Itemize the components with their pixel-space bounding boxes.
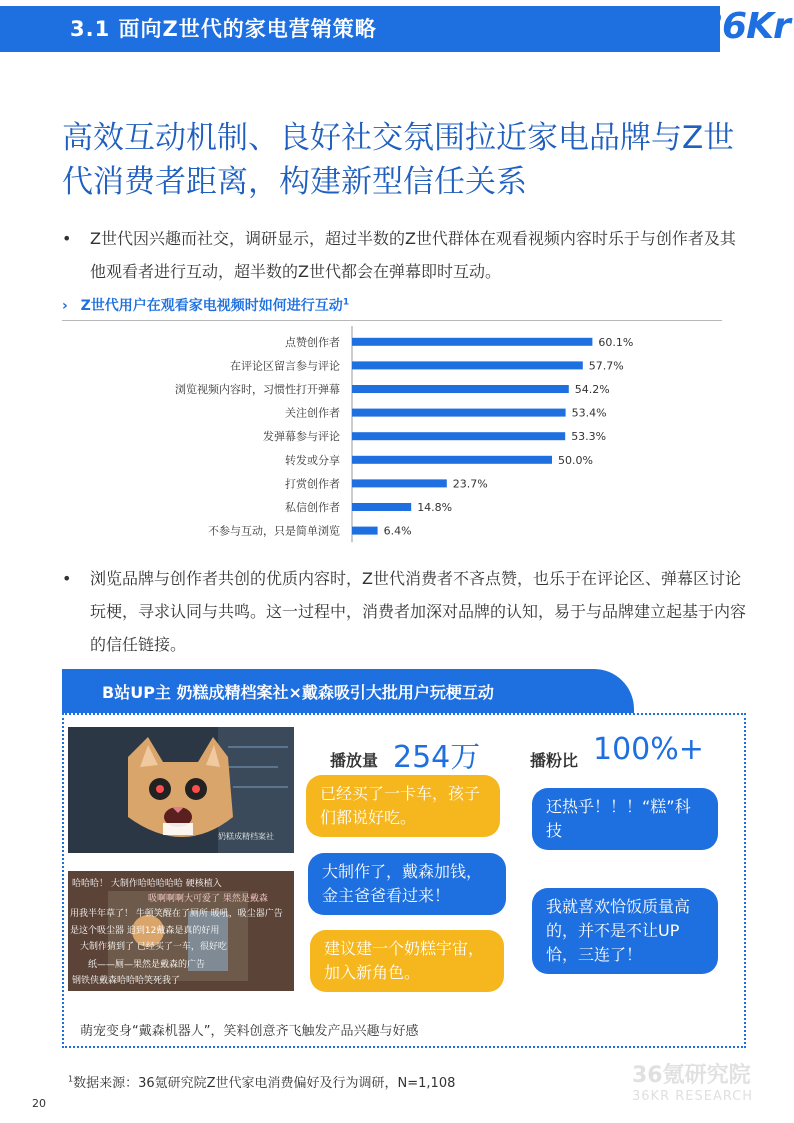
bar bbox=[352, 503, 411, 511]
danmu-line: 大制作猜到了 已经买了一车，很好吃 bbox=[80, 942, 227, 952]
comment-bubble: 还热乎！！！“糕”科技 bbox=[532, 788, 718, 850]
view-follower-ratio-value: 100%+ bbox=[593, 732, 704, 767]
category-label: 关注创作者 bbox=[285, 406, 340, 420]
watermark-en: 36KR RESEARCH bbox=[632, 1089, 754, 1104]
interaction-bar-chart bbox=[62, 326, 742, 546]
value-label: 54.2% bbox=[574, 383, 610, 396]
category-label: 私信创作者 bbox=[285, 501, 340, 514]
footnote-mark: 1 bbox=[342, 297, 350, 308]
value-label: 50.0% bbox=[558, 453, 593, 467]
logo-text: 36Kr bbox=[698, 6, 790, 47]
watermark bbox=[632, 1058, 782, 1104]
danmu-line: 钢铁侠戴森哈哈哈笑死我了 bbox=[72, 976, 181, 986]
danmu-line: 用我半年草了！ 牛顿笑醒在了厕所 暖吼，吸尘器广告 bbox=[70, 909, 283, 919]
category-label: 发弹幕参与评论 bbox=[263, 430, 340, 444]
value-label: 60.1% bbox=[598, 335, 634, 349]
bar bbox=[352, 385, 569, 393]
value-label: 53.3% bbox=[571, 430, 607, 444]
danmu-screenshot bbox=[68, 871, 294, 991]
views-label: 播放量 bbox=[330, 751, 379, 770]
case-caption: 萌宠变身“戴森机器人”，笑料创意齐飞触发产品兴趣与好感 bbox=[80, 1024, 419, 1039]
comment-bubble: 我就喜欢恰饭质量高的，并不是不让UP恰，三连了！ bbox=[532, 888, 718, 974]
value-label: 23.7% bbox=[452, 477, 488, 491]
value-label: 53.4% bbox=[571, 406, 607, 420]
bar bbox=[352, 432, 565, 440]
page-headline: 高效互动机制、良好社交氛围拉近家电品牌与Z世代消费者距离，构建新型信任关系 bbox=[62, 120, 735, 200]
view-follower-ratio-label: 播粉比 bbox=[530, 751, 579, 770]
comment-bubble: 已经买了一卡车，孩子们都说好吃。 bbox=[306, 775, 500, 837]
bullet-text: 浏览品牌与创作者共创的优质内容时，Z世代消费者不吝点赞，也乐于在评论区、弹幕区讨论玩梗，寻求认同与共鸣。这一过程中，消费者加深对品牌的认知，易于与品牌建立起基于内容的信任链接。 bbox=[90, 569, 747, 654]
bullet-icon: • bbox=[62, 569, 72, 588]
chevron-right-icon: › bbox=[62, 298, 68, 314]
bar bbox=[352, 338, 592, 346]
category-label: 点赞创作者 bbox=[285, 335, 340, 349]
danmu-line: 纸——厕—果然是戴森的广告 bbox=[88, 960, 206, 970]
value-label: 57.7% bbox=[588, 359, 624, 373]
danmu-line: 吸啊啊啊大可爱了 果然是戴森 bbox=[148, 894, 268, 904]
cat-overlay-text: 奶糕成精档案社 bbox=[218, 832, 274, 841]
chart-title bbox=[62, 295, 349, 315]
category-label: 打赏创作者 bbox=[285, 477, 340, 491]
category-label: 在评论区留言参与评论 bbox=[230, 359, 340, 373]
chart-title-text: Z世代用户在观看家电视频时如何进行互动 bbox=[80, 298, 343, 314]
category-label: 浏览视频内容时，习惯性打开弹幕 bbox=[175, 383, 340, 396]
views-value: 254万 bbox=[393, 740, 481, 775]
bullet-icon: • bbox=[62, 229, 72, 248]
comment-bubble: 建议建一个奶糕宇宙，加入新角色。 bbox=[310, 930, 504, 992]
bar bbox=[352, 479, 447, 487]
comment-bubble: 大制作了，戴森加钱，金主爸爸看过来！ bbox=[308, 853, 506, 915]
source-text: 数据来源：36氪研究院Z世代家电消费偏好及行为调研，N=1,108 bbox=[73, 1076, 456, 1091]
bullet-paragraph-1 bbox=[62, 222, 742, 292]
footnote-mark: 1 bbox=[68, 1074, 74, 1084]
data-source-note bbox=[68, 1072, 455, 1091]
bullet-text: Z世代因兴趣而社交，调研显示，超过半数的Z世代群体在观看视频内容时乐于与创作者及其他观看者进行互动，超半数的Z世代都会在弹幕即时互动。 bbox=[90, 229, 736, 281]
bar bbox=[352, 456, 552, 464]
danmu-line: 哈哈哈！ 大制作哈哈哈哈哈 硬核植入 bbox=[72, 879, 222, 889]
page-number: 20 bbox=[32, 1097, 46, 1110]
value-label: 6.4% bbox=[383, 524, 412, 538]
watermark-cn: 36氪研究院 bbox=[632, 1063, 751, 1088]
category-label: 转发或分享 bbox=[285, 453, 340, 467]
bullet-paragraph-2 bbox=[62, 562, 752, 662]
36kr-logo bbox=[696, 0, 794, 56]
bar bbox=[352, 409, 566, 417]
case-title-tab bbox=[62, 669, 634, 713]
danmu-line: 是这个吸尘器 追到12戴森是真的好用 bbox=[70, 926, 220, 936]
chart-divider bbox=[62, 320, 722, 321]
bar bbox=[352, 361, 583, 369]
value-label: 14.8% bbox=[417, 501, 453, 514]
section-title: 3.1 面向Z世代的家电营销策略 bbox=[70, 17, 377, 41]
category-label: 不参与互动，只是简单浏览 bbox=[208, 524, 340, 538]
case-title: B站UP主 奶糕成精档案社×戴森吸引大批用户玩梗互动 bbox=[102, 683, 494, 702]
bar bbox=[352, 527, 378, 535]
page-header bbox=[0, 0, 794, 56]
cat-video-image bbox=[68, 727, 294, 853]
